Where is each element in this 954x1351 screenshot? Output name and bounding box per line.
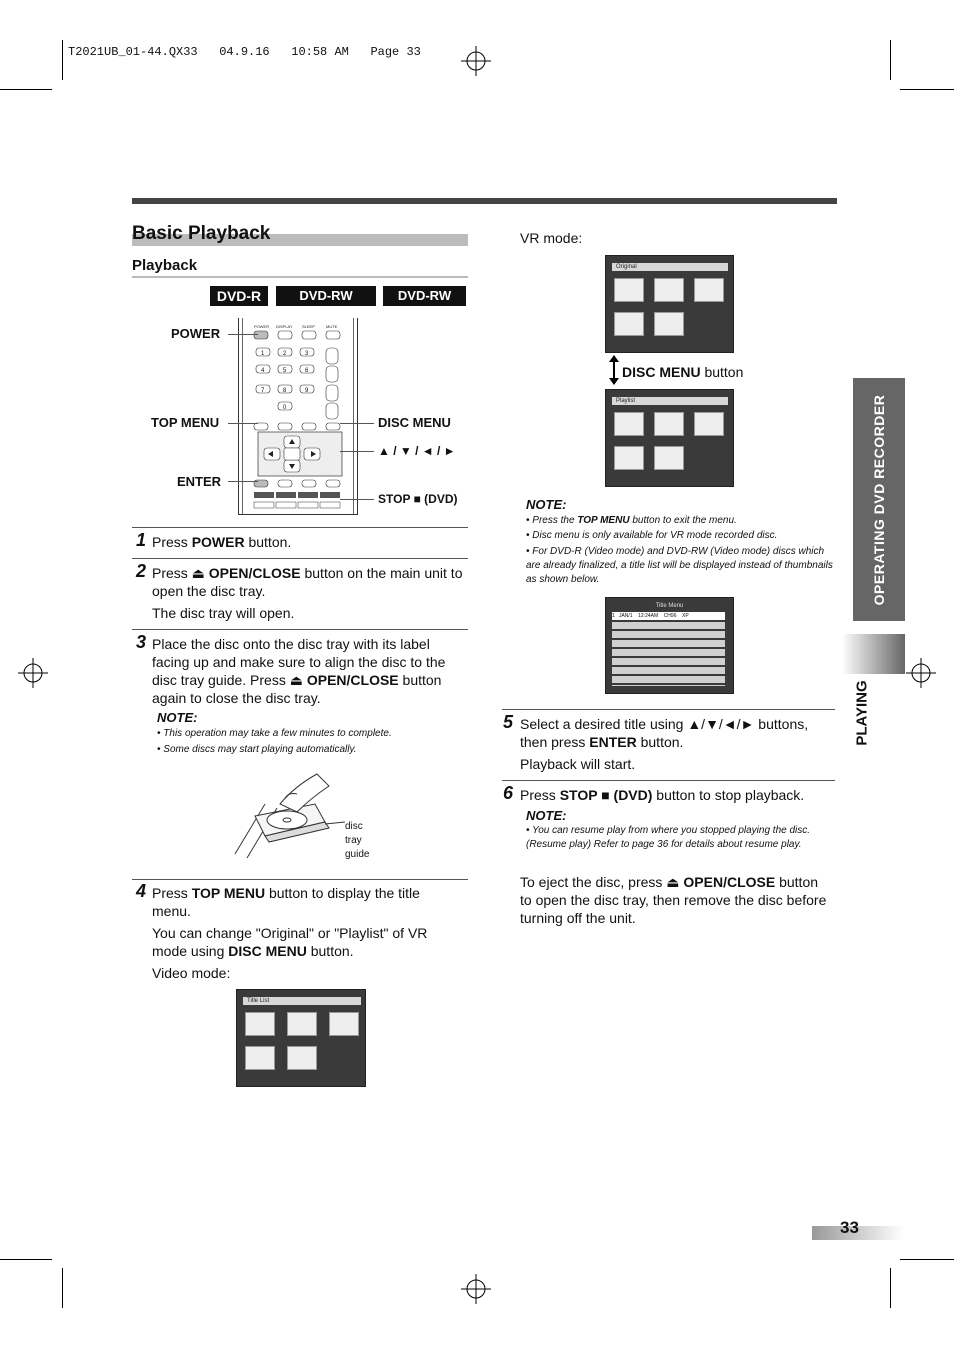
step-rule [132,629,468,630]
step-number: 3 [136,632,147,652]
step-3-text: Place the disc onto the disc tray with its label facing up and make sure to align the disc to the disc tray guide. Press ⏏ OPEN/CLOSE button again to close the disc tray. [152,636,446,706]
remote-label-arrows: ▲ / ▼ / ◄ / ► [378,444,456,458]
note-item: • Disc menu is only available for VR mode recorded disc. [526,530,778,541]
svg-text:7: 7 [261,388,265,394]
svg-text:MUTE: MUTE [326,324,338,329]
step-5-text: Select a desired title using ▲/▼/◄/► buttons, then press ENTER button. [520,716,809,750]
subsection-title: Playback [132,257,198,274]
remote-control [232,318,362,514]
side-tab-operating: OPERATING DVD RECORDER [853,378,905,621]
svg-text:1: 1 [261,351,265,357]
step-rule [132,558,468,559]
note-item: • This operation may take a few minutes to complete. [157,728,392,739]
step-4-sub: You can change "Original" or "Playlist" of VR mode using DISC MENU button. [152,925,428,959]
badge-dvd-r: DVD-R [210,286,268,306]
registration-mark [461,1274,491,1304]
screen-title: Title List [243,997,361,1005]
svg-text:6: 6 [305,368,309,374]
svg-text:3: 3 [305,351,309,357]
double-arrow-icon [608,355,620,385]
leader-line [340,451,374,452]
crop-mark [900,1259,954,1260]
registration-mark [461,46,491,76]
step-number: 2 [136,561,147,581]
leader-line [228,334,258,335]
crop-mark [890,1268,891,1308]
crop-mark [62,1268,63,1308]
disc-tray-illustration [225,764,345,860]
step-1-text: Press POWER button. [152,534,292,550]
step-2-text: Press ⏏ OPEN/CLOSE button on the main unit to open the disc tray. [152,565,463,599]
leader-line [228,423,258,424]
svg-text:4: 4 [261,368,265,374]
remote-label-stop: STOP ■ (DVD) [378,492,458,506]
step-rule [502,709,835,710]
step-rule [132,527,468,528]
svg-text:0: 0 [283,405,287,411]
note-item: • You can resume play from where you stopped playing the disc. (Resume play) Refer to page 36 for details about resume play. [526,825,811,850]
vr-mode-label: VR mode: [520,230,583,246]
crop-mark [890,40,891,80]
leader-line [340,499,374,500]
step-number: 5 [503,712,514,732]
step-5-sub: Playback will start. [520,756,636,772]
note-label: NOTE: [526,808,567,823]
step-number: 1 [136,530,147,550]
svg-text:5: 5 [283,368,287,374]
badge-dvd-rw-video: DVD-RW (Video) [276,286,376,306]
note-item: • Press the TOP MENU button to exit the menu. [526,515,737,526]
playlist-screen [605,389,734,487]
step-rule [132,879,468,880]
video-mode-label: Video mode: [152,965,231,981]
side-tab-gradient [842,634,905,674]
svg-text:DISPLAY: DISPLAY [276,324,293,329]
badge-dvd-rw-vr: DVD-RW (VR) [383,286,466,306]
remote-label-enter: ENTER [177,474,222,489]
note-label: NOTE: [526,497,567,512]
svg-text:SLEEP: SLEEP [302,324,315,329]
step-number: 4 [136,881,147,901]
screen-title: Original [612,263,728,271]
step-6-text: Press STOP ■ (DVD) button to stop playback. [520,787,805,803]
original-screen [605,255,734,353]
crop-mark [62,40,63,80]
svg-text:9: 9 [305,388,309,394]
title-menu-screen [605,597,734,694]
crop-mark [0,1259,52,1260]
svg-text:2: 2 [283,351,287,357]
note-label: NOTE: [157,710,198,725]
disc-tray-guide-label: disc tray guide [345,821,370,860]
page-number: 33 [840,1218,859,1237]
side-tab-playing: PLAYING [853,680,871,746]
registration-mark [18,658,48,688]
title-menu-row: 1 JAN/1 12:24AM CH96 XP [612,612,725,620]
remote-label-top-menu: TOP MENU [151,415,220,430]
disc-menu-button-label: DISC MENU button [622,364,744,380]
step-number: 6 [503,783,514,803]
crop-mark [0,89,52,90]
registration-mark [906,658,936,688]
leader-line [228,481,258,482]
title-list-screen [236,989,366,1087]
crop-mark [900,89,954,90]
print-header: T2021UB_01-44.QX33 04.9.16 10:58 AM Page 33 [68,45,421,59]
svg-text:POWER: POWER [254,324,270,329]
note-item: • Some discs may start playing automatically. [157,744,357,755]
note-item: • For DVD-R (Video mode) and DVD-RW (Video mode) discs which are already finalized, a title list will be displayed instead of thumbnails as shown below. [526,546,833,585]
section-title: Basic Playback [132,223,271,244]
step-2-sub: The disc tray will open. [152,605,295,621]
screen-title: Playlist [612,397,728,405]
remote-label-power: POWER [171,326,221,341]
remote-label-disc-menu: DISC MENU [378,415,451,430]
svg-text:8: 8 [283,388,287,394]
step-rule [502,780,835,781]
leader-line [340,423,374,424]
subsection-rule [132,276,468,278]
screen-title: Title Menu [655,603,684,609]
step-4-text: Press TOP MENU button to display the title menu. [152,885,420,919]
eject-instructions: To eject the disc, press ⏏ OPEN/CLOSE button to open the disc tray, then remove the disc before turning off the unit. [520,874,827,926]
top-rule [132,198,837,204]
